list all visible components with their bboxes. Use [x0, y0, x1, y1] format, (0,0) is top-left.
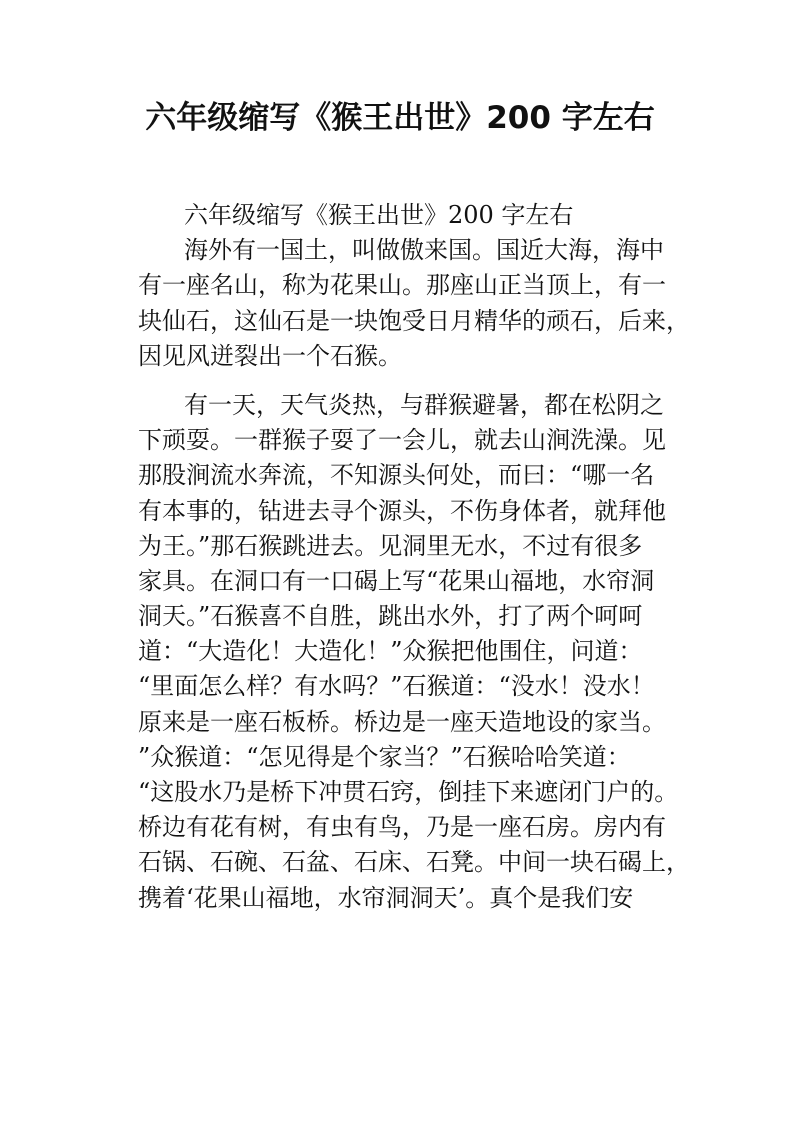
body-line: 家具。在洞口有一口碣上写“花果山福地，水帘洞 [138, 566, 655, 595]
body-line: ”众猴道：“怎见得是个家当？”石猴哈哈笑道： [138, 742, 631, 771]
body-line: 洞天。”石猴喜不自胜，跳出水外，打了两个呵呵 [138, 602, 643, 631]
document-body [138, 198, 690, 916]
body-line: 因见风迸裂出一个石猴。 [138, 341, 402, 370]
body-line: 六年级缩写《猴王出世》200 字左右 [184, 201, 574, 229]
body-line: 有本事的，钻进去寻个源头，不伤身体者，就拜他 [138, 496, 666, 525]
body-line: “里面怎么样？有水吗？”石猴道：“没水！没水！ [138, 672, 655, 701]
body-line: 下顽耍。一群猴子耍了一会儿，就去山涧洗澡。见 [138, 426, 666, 455]
document-title: 六年级缩写《猴王出世》200 字左右 [145, 100, 655, 136]
body-line: “这股水乃是桥下冲贯石窍，倒挂下来遮闭门户的。 [138, 778, 679, 806]
body-line: 道：“大造化！大造化！”众猴把他围住，问道： [138, 637, 643, 666]
body-line: 有一天，天气炎热，与群猴避暑，都在松阴之 [184, 390, 664, 419]
body-line: 那股涧流水奔流，不知源头何处，而曰：“哪一名 [138, 461, 655, 490]
body-line: 为王。”那石猴跳进去。见洞里无水，不过有很多 [138, 531, 643, 560]
body-line: 海外有一国土，叫做傲来国。国近大海，海中 [184, 236, 664, 265]
body-line: 桥边有花有树，有虫有鸟，乃是一座石房。房内有 [138, 813, 666, 842]
body-line: 原来是一座石板桥。桥边是一座天造地设的家当。 [138, 707, 666, 736]
body-line: 块仙石，这仙石是一块饱受日月精华的顽石，后来， [138, 306, 690, 335]
body-line: 石锅、石碗、石盆、石床、石凳。中间一块石碣上， [138, 848, 690, 877]
body-line: 有一座名山，称为花果山。那座山正当顶上，有一 [138, 271, 666, 300]
body-line: 携着‘花果山福地，水帘洞洞天’。真个是我们安 [138, 883, 634, 912]
